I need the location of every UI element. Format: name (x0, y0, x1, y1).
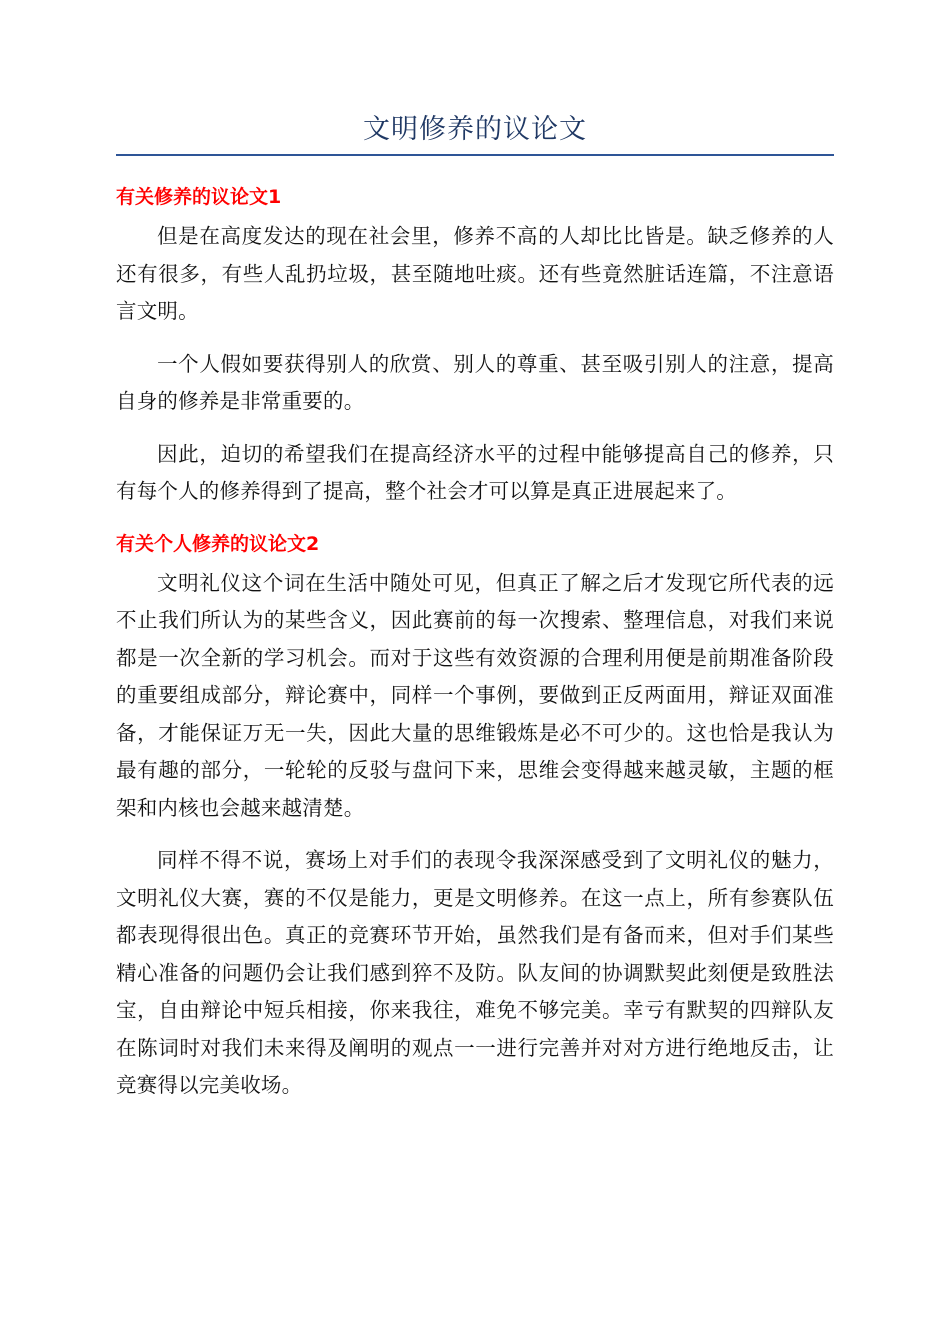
paragraph: 文明礼仪这个词在生活中随处可见，但真正了解之后才发现它所代表的远不止我们所认为的某些含义，因此赛前的每一次搜索、整理信息，对我们来说都是一次全新的学习机会。而对于这些有效资源的合理利用便是前期准备阶段的重要组成部分，辩论赛中，同样一个事例，要做到正反两面用，辩证双面准备，才能保证万无一失，因此大量的思维锻炼是必不可少的。这也恰是我认为最有趣的部分，一轮轮的反驳与盘问下来，思维会变得越来越灵敏，主题的框架和内核也会越来越清楚。 (116, 570, 834, 820)
title-underline (116, 154, 834, 156)
paragraph: 一个人假如要获得别人的欣赏、别人的尊重、甚至吸引别人的注意，提高自身的修养是非常重要的。 (116, 351, 834, 413)
section-heading-1: 有关修养的议论文1 (116, 186, 282, 208)
document-title: 文明修养的议论文 (363, 114, 587, 145)
paragraph: 因此，迫切的希望我们在提高经济水平的过程中能够提高自己的修养，只有每个人的修养得到了提高，整个社会才可以算是真正进展起来了。 (116, 441, 834, 503)
document-page (116, 110, 834, 1105)
paragraph: 同样不得不说，赛场上对手们的表现令我深深感受到了文明礼仪的魅力，文明礼仪大赛，赛的不仅是能力，更是文明修养。在这一点上，所有参赛队伍都表现得很出色。真正的竞赛环节开始，虽然我们是有备而来，但对手们某些精心准备的问题仍会让我们感到猝不及防。队友间的协调默契此刻便是致胜法宝，自由辩论中短兵相接，你来我往，难免不够完美。幸亏有默契的四辩队友在陈词时对我们未来得及阐明的观点一一进行完善并对对方进行绝地反击，让竞赛得以完美收场。 (116, 848, 834, 1097)
paragraph: 但是在高度发达的现在社会里，修养不高的人却比比皆是。缺乏修养的人还有很多，有些人乱扔垃圾，甚至随地吐痰。还有些竟然脏话连篇，不注意语言文明。 (116, 224, 834, 323)
section-heading-2: 有关个人修养的议论文2 (116, 532, 320, 555)
